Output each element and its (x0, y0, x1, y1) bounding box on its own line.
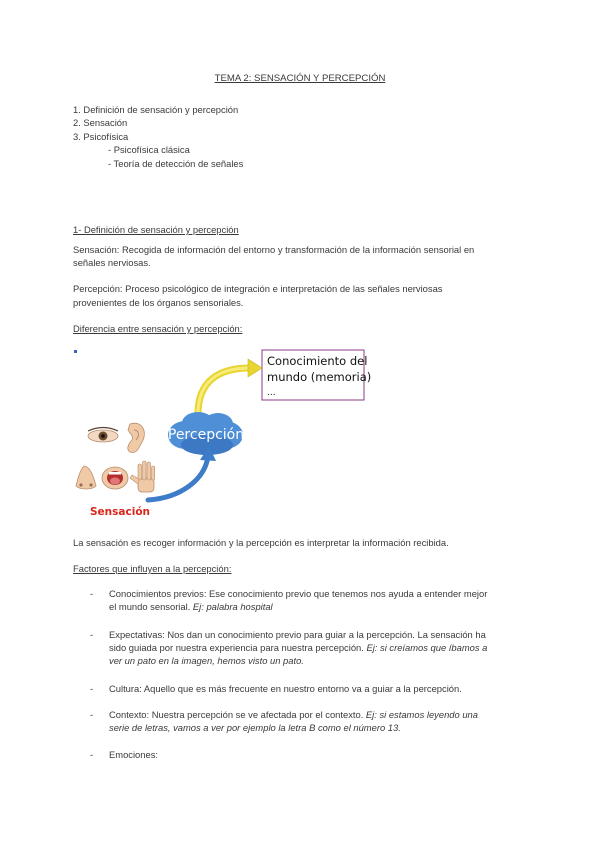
list-dash: - (90, 629, 94, 640)
percepcion-definition-line2: provenientes de los órganos sensoriales. (73, 297, 244, 308)
memory-box-line3: ... (267, 388, 276, 398)
factor-conocimientos-example: Ej: palabra hospital (192, 601, 273, 612)
hand-icon (130, 461, 155, 492)
factor-conocimientos-line2 (109, 600, 273, 614)
factor-expectativas-example: Ej: si creíamos que íbamos a (366, 642, 488, 653)
factor-contexto-line2: serie de letras, vamos a ver por ejemplo la letra B como el número 13. (109, 722, 401, 733)
sub-index-item-2: - Teoría de detección de señales (108, 158, 244, 169)
factor-contexto-example: Ej: si estamos leyendo una (365, 709, 478, 720)
memory-box-line1: Conocimiento del (267, 354, 368, 368)
sensacion-definition-line2: señales nerviosas. (73, 257, 151, 268)
factor-expectativas-line2 (109, 641, 487, 655)
percepcion-definition-line1: Percepción: Proceso psicológico de integración e interpretación de las señales nerviosas (73, 283, 443, 294)
memory-arrow-head (248, 359, 262, 377)
factor-contexto-line1-text: Contexto: Nuestra percepción se ve afectada por el contexto. (109, 709, 366, 720)
mouth-icon (102, 467, 128, 489)
cloud-label: Percepción (167, 427, 245, 443)
list-dash: - (90, 588, 94, 599)
list-dash: - (90, 683, 94, 694)
list-dash: - (90, 749, 94, 760)
summary-text: La sensación es recoger información y la percepción es interpretar la información recibida. (73, 537, 449, 548)
factor-expectativas-line3: ver un pato en la imagen, hemos visto un pato. (109, 655, 304, 666)
eye-icon (88, 428, 118, 443)
index-item-2: 2. Sensación (73, 117, 128, 128)
factor-conocimientos-line2-text: el mundo sensorial. (109, 601, 193, 612)
sensation-arrow (148, 456, 208, 500)
ear-icon (128, 423, 145, 452)
page-title: TEMA 2: SENSACIÓN Y PERCEPCIÓN (214, 73, 386, 84)
factor-expectativas-line2-text: sido guiada por nuestra experiencia para nuestra percepción. (109, 642, 367, 653)
memory-arrow (198, 368, 250, 414)
factor-contexto-line1 (109, 708, 478, 722)
sub-index-item-1: - Psicofísica clásica (108, 144, 190, 155)
sensacion-percepcion-diagram (70, 340, 380, 530)
diferencia-heading: Diferencia entre sensación y percepción: (73, 323, 243, 334)
list-dash: - (90, 709, 94, 720)
factor-cultura-line1: Cultura: Aquello que es más frecuente en nuestro entorno va a guiar a la percepción. (109, 683, 462, 694)
factores-heading: Factores que influyen a la percepción: (73, 563, 232, 574)
memory-box-line2: mundo (memoria) (267, 370, 372, 384)
index-item-3: 3. Psicofísica (73, 131, 129, 142)
factor-expectativas-line1: Expectativas: Nos dan un conocimiento previo para guiar a la percepción. La sensación ha (109, 629, 486, 640)
section-heading-definicion: 1- Definición de sensación y percepción (73, 224, 239, 235)
index-item-1: 1. Definición de sensación y percepción (73, 104, 239, 115)
sensacion-definition-line1: Sensación: Recogida de información del entorno y transformación de la información sensorial en (73, 244, 475, 255)
factor-emociones-line1: Emociones: (109, 749, 158, 760)
nose-icon (76, 466, 96, 489)
sensacion-label: Sensación (90, 506, 151, 518)
factor-conocimientos-line1: Conocimientos previos: Ese conocimiento previo que tenemos nos ayuda a entender mejor (109, 588, 488, 599)
